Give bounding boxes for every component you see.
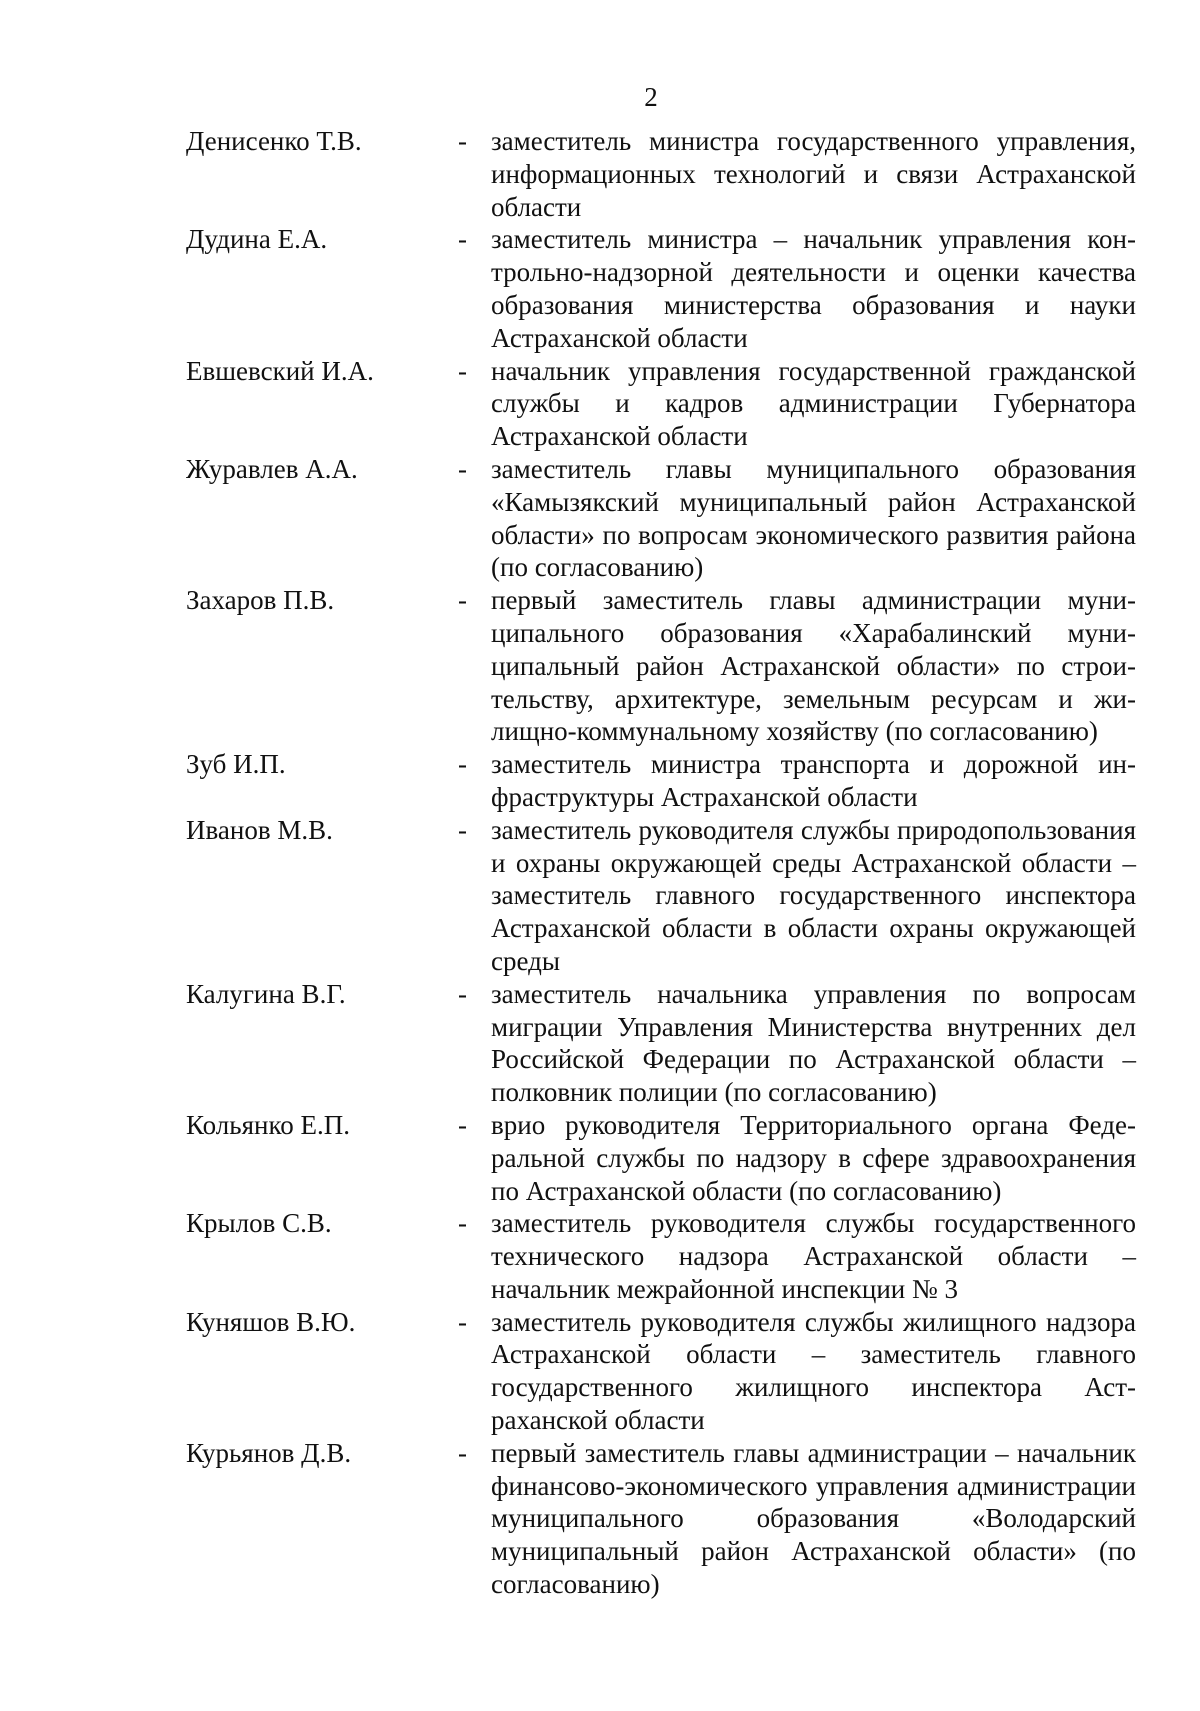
member-name: Захаров П.В. [186, 585, 335, 616]
member-position: заместитель руководителя службы природопользования и охраны окружающей среды Астраханской области – заместитель главного государственного инспектора Астраханской области в области охраны окружающей среды [491, 814, 1136, 976]
dash-separator: - [458, 978, 467, 1009]
list-item [0, 584, 1200, 748]
member-position: заместитель главы муниципального образования «Камызякский муниципальный район Астраханской области» по вопросам экономического развития района (по согласованию) [491, 453, 1136, 583]
member-position: начальник управления государственной гражданской службы и кадров администрации Губернатора Астраханской области [491, 355, 1136, 452]
dash-separator: - [458, 126, 467, 156]
member-name: Курьянов Д.В. [186, 1437, 352, 1468]
list-item [0, 748, 1200, 814]
member-name: Калугина В.Г. [186, 978, 346, 1009]
dash-separator: - [458, 1109, 467, 1140]
list-item [0, 814, 1200, 978]
dash-separator: - [458, 453, 467, 484]
dash-separator: - [458, 224, 467, 255]
member-position: заместитель руководителя службы жилищного надзора Астраханской области – заместитель главного государственного жилищного инспектора Астраханской области [491, 1306, 1136, 1436]
dash-separator: - [458, 814, 467, 845]
list-item [0, 1437, 1200, 1601]
member-name: Иванов М.В. [186, 814, 333, 845]
list-item [0, 1109, 1200, 1207]
member-position: первый заместитель главы администрации муниципального образования «Харабалинский муниципальный район Астраханской области» по строительству, архитектуре, земельным ресурсам и жилищно-коммунальному хозяйству (по согласованию) [491, 585, 1136, 747]
dash-separator: - [458, 585, 467, 616]
list-item [0, 223, 1200, 354]
member-name: Кольянко Е.П. [186, 1109, 350, 1140]
dash-separator: - [458, 355, 467, 386]
list-item [0, 453, 1200, 584]
page-number: 2 [644, 82, 658, 112]
dash-separator: - [458, 1437, 467, 1468]
dash-separator: - [458, 1208, 467, 1239]
member-position: заместитель начальника управления по вопросам миграции Управления Министерства внутренних дел Российской Федерации по Астраханской области – полковник полиции (по согласованию) [491, 978, 1136, 1108]
member-position: заместитель министра – начальник управления контрольно-надзорной деятельности и оценки качества образования министерства образования и науки Астраханской области [491, 224, 1136, 353]
member-position: первый заместитель главы администрации – начальник финансово-экономического управления администрации муниципального образования «Володарский муниципальный район Астраханской области» (по согласованию) [491, 1437, 1136, 1600]
member-name: Журавлев А.А. [186, 453, 358, 484]
list-item [0, 1207, 1200, 1305]
member-position: заместитель министра транспорта и дорожной инфраструктуры Астраханской области [491, 749, 1136, 812]
member-position: заместитель министра государственного управления, информационных технологий и связи Астраханской области [491, 126, 1136, 222]
dash-separator: - [458, 749, 467, 780]
list-item [0, 355, 1200, 453]
list-item [0, 1306, 1200, 1437]
list-item [0, 978, 1200, 1109]
member-name: Крылов С.В. [186, 1208, 332, 1239]
dash-separator: - [458, 1306, 467, 1337]
member-name: Дудина Е.А. [186, 224, 328, 255]
member-position: врио руководителя Территориального органа Федеральной службы по надзору в сфере здравоохранения по Астраханской области (по согласованию) [491, 1109, 1136, 1206]
member-name: Зуб И.П. [186, 749, 286, 780]
member-name: Куняшов В.Ю. [186, 1306, 356, 1337]
member-name: Евшевский И.А. [186, 355, 374, 386]
list-item [0, 125, 1200, 223]
member-name: Денисенко Т.В. [186, 126, 362, 156]
member-list [0, 125, 1200, 1601]
member-position: заместитель руководителя службы государственного технического надзора Астраханской области – начальник межрайонной инспекции № 3 [491, 1208, 1136, 1304]
